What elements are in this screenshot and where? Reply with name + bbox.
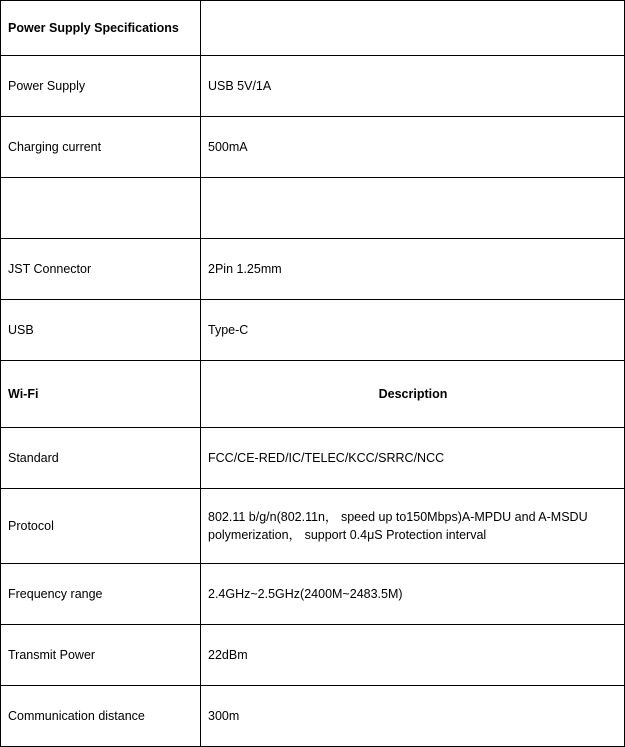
row-label: Frequency range bbox=[1, 564, 201, 625]
table-row bbox=[1, 300, 625, 361]
table-row-section bbox=[1, 361, 625, 428]
row-value: USB 5V/1A bbox=[201, 56, 625, 117]
row-label: Charging current bbox=[1, 117, 201, 178]
row-label: Protocol bbox=[1, 489, 201, 564]
table-row bbox=[1, 489, 625, 564]
row-label: JST Connector bbox=[1, 239, 201, 300]
row-value: 500mA bbox=[201, 117, 625, 178]
table-row bbox=[1, 1, 625, 56]
row-value: FCC/CE-RED/IC/TELEC/KCC/SRRC/NCC bbox=[201, 428, 625, 489]
row-label bbox=[1, 178, 201, 239]
row-label: Transmit Power bbox=[1, 625, 201, 686]
section-value: Description bbox=[201, 361, 625, 428]
row-value bbox=[201, 178, 625, 239]
specifications-table-body bbox=[1, 1, 625, 747]
table-row bbox=[1, 239, 625, 300]
row-label: Standard bbox=[1, 428, 201, 489]
row-label: USB bbox=[1, 300, 201, 361]
row-value bbox=[201, 1, 625, 56]
row-label: Communication distance bbox=[1, 686, 201, 747]
table-row bbox=[1, 117, 625, 178]
table-row bbox=[1, 428, 625, 489]
row-label: Power Supply bbox=[1, 56, 201, 117]
row-value: 802.11 b/g/n(802.11n， speed up to150Mbps)A-MPDU and A-MSDU polymerization， support 0.4μS Protection interval bbox=[201, 489, 625, 564]
row-value: Type-C bbox=[201, 300, 625, 361]
row-value: 300m bbox=[201, 686, 625, 747]
section-label: Wi-Fi bbox=[1, 361, 201, 428]
row-label: Power Supply Specifications bbox=[1, 1, 201, 56]
table-row-blank bbox=[1, 178, 625, 239]
row-value: 2.4GHz~2.5GHz(2400M~2483.5M) bbox=[201, 564, 625, 625]
table-row bbox=[1, 625, 625, 686]
table-row bbox=[1, 686, 625, 747]
row-value: 22dBm bbox=[201, 625, 625, 686]
table-row bbox=[1, 564, 625, 625]
row-value: 2Pin 1.25mm bbox=[201, 239, 625, 300]
table-row bbox=[1, 56, 625, 117]
